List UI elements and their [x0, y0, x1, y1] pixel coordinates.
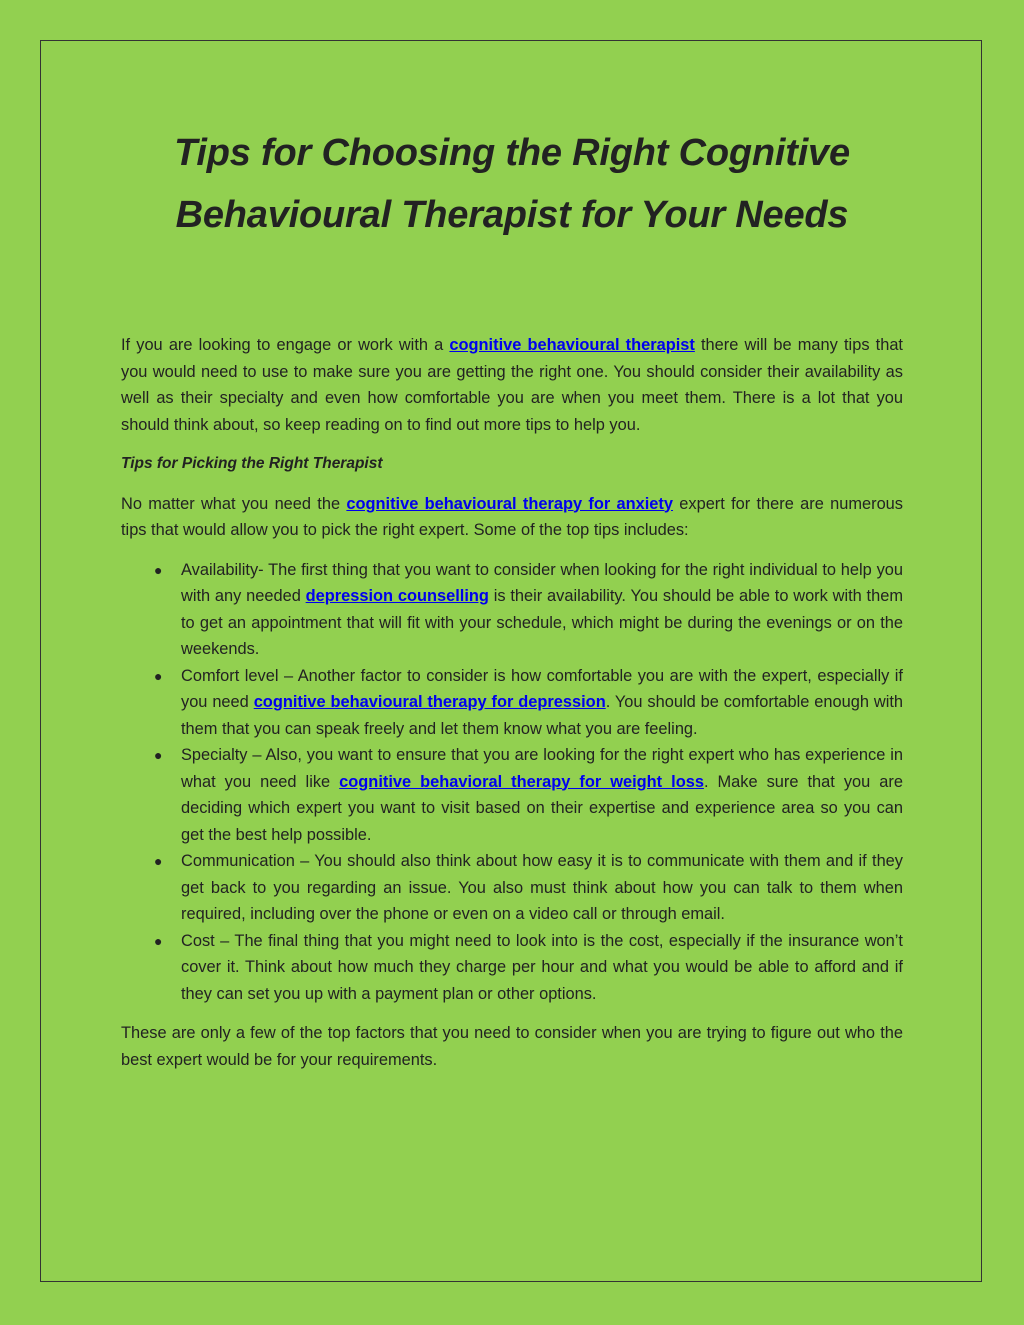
tip-availability [121, 557, 903, 663]
tip-text: Communication – You should also think about how easy it is to communicate with them and if they get back to you regarding an issue. You also must think about how you can talk to them when required, including over the phone or even on a video call or through email. [181, 852, 903, 923]
cbt-for-weight-loss-link[interactable]: cognitive behavioral therapy for weight loss [339, 772, 704, 791]
closing-paragraph: These are only a few of the top factors that you need to consider when you are trying to figure out who the best expert would be for your requirements. [121, 1024, 903, 1069]
tip-specialty [121, 742, 903, 848]
bullet-icon: ● [154, 932, 163, 949]
second-paragraph-text-after: expert for there are numerous tips that would allow you to pick the right expert. Some of the top tips includes: [121, 494, 903, 539]
tip-text-before: Availability- The first thing that you want to consider when looking for the right individual to help you with any needed [181, 560, 903, 605]
bullet-icon: ● [154, 667, 163, 684]
tip-text-before: Specialty – Also, you want to ensure that you are looking for the right expert who has experience in what you need like [181, 746, 903, 791]
document-body [121, 332, 903, 1073]
cbt-for-depression-link[interactable]: cognitive behavioural therapy for depression [253, 693, 606, 711]
tip-comfort-level [121, 663, 903, 743]
tips-list [121, 557, 903, 1008]
second-paragraph-text-before: No matter what you need the [121, 494, 347, 513]
document-title [100, 122, 924, 246]
intro-text-after: there will be many tips that you would need to use to make sure you are getting the right one. You should consider their availability as well as their specialty and even how comfortable you are when you meet them. There is a lot that you should think about, so keep reading on to find out more tips to help you. [121, 336, 903, 434]
tip-text-after: is their availability. You should be able to work with them to get an appointment that will fit with your schedule, which might be during the evenings or on the weekends. [181, 587, 903, 658]
depression-counselling-link[interactable]: depression counselling [305, 587, 489, 605]
bullet-icon: ● [154, 561, 163, 578]
intro-text-before: If you are looking to engage or work with a [121, 336, 450, 354]
document-title-line-1: Tips for Choosing the Right Cognitive [174, 132, 850, 174]
cognitive-behavioural-therapist-link[interactable]: cognitive behavioural therapist [449, 336, 695, 354]
bullet-icon: ● [154, 853, 163, 869]
tip-text: Cost – The final thing that you might need to look into is the cost, especially if the insurance won’t cover it. Think about how much they charge per hour and what you would be able to afford and if they can set you up with a payment plan or other options. [181, 931, 903, 1003]
section-subheading: Tips for Picking the Right Therapist [121, 455, 383, 472]
document-title-line-2: Behavioural Therapist for Your Needs [175, 194, 849, 236]
tip-text-before: Comfort level – Another factor to consider is how comfortable you are with the expert, especially if you need [181, 666, 903, 711]
bullet-icon: ● [154, 747, 163, 763]
tip-cost [121, 928, 903, 1008]
intro-paragraph [121, 332, 903, 438]
cbt-for-anxiety-link[interactable]: cognitive behavioural therapy for anxiety [346, 494, 673, 513]
second-paragraph [121, 491, 903, 544]
tip-text-after: . You should be comfortable enough with them that you can speak freely and let them know what you are feeling. [181, 693, 904, 738]
tip-communication [121, 848, 903, 928]
tip-text-after: . Make sure that you are deciding which expert you want to visit based on their expertise and experience area so you can get the best help possible. [181, 772, 903, 844]
